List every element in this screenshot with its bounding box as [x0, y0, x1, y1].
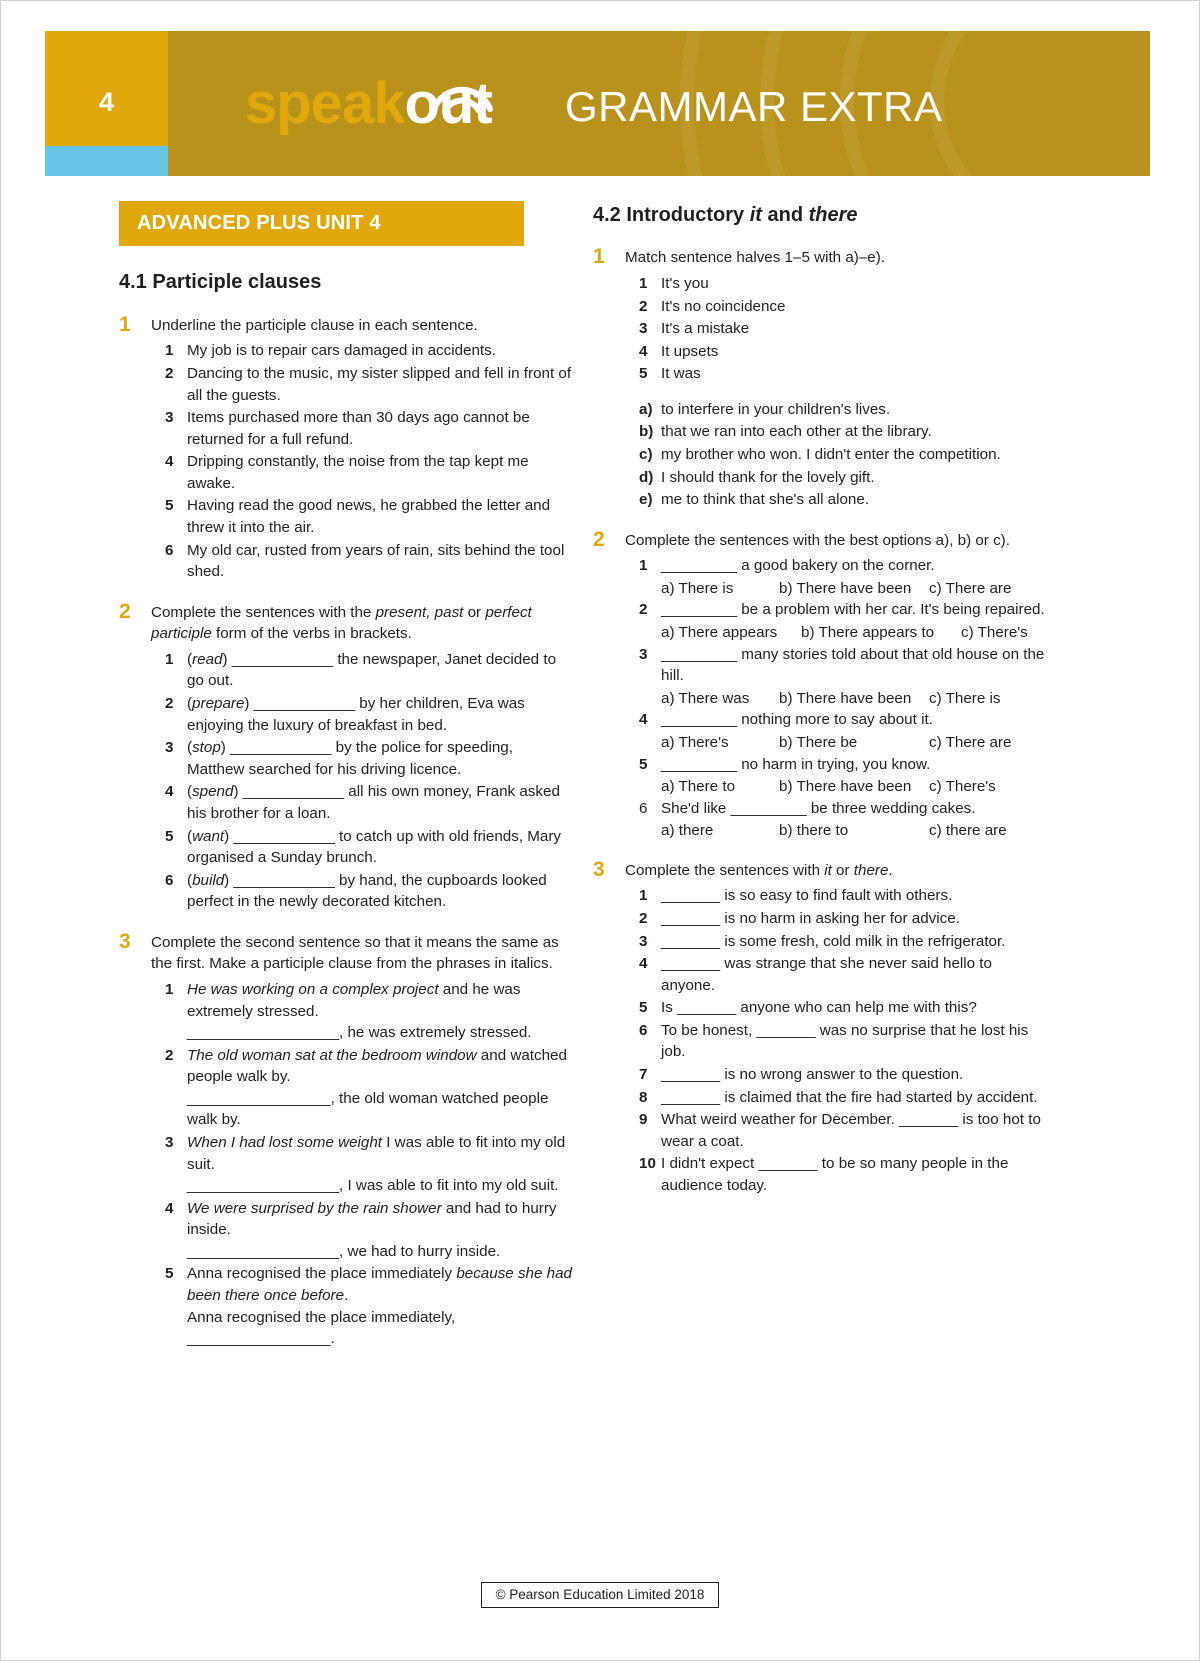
item-number: 9: [639, 1111, 648, 1129]
item-text: My old car, rusted from years of rain, sits behind the tool shed.: [187, 541, 565, 581]
item-text: (stop) ____________ by the police for speeding, Matthew searched for his driving licence.: [187, 739, 513, 778]
option-choice[interactable]: c) There's: [929, 778, 996, 796]
item-text: Items purchased more than 30 days ago cannot be returned for a full refund.: [187, 409, 530, 448]
item-text: I didn't expect _______ to be so many people in the audience today.: [661, 1155, 1009, 1194]
exercise: [119, 930, 574, 1351]
item-text: _________ nothing more to say about it.: [661, 711, 933, 729]
item-number: 4: [639, 342, 648, 360]
option-choice[interactable]: c) there are: [929, 822, 1007, 840]
option-choice[interactable]: a) There appears: [661, 624, 778, 642]
item-text: Dancing to the music, my sister slipped and fell in front of all the guests.: [187, 364, 572, 404]
item-text: Is _______ anyone who can help me with this?: [661, 999, 977, 1017]
logo-out-text: out: [404, 71, 492, 136]
exercise-item: [625, 555, 1048, 577]
exercise-item: [625, 1153, 1048, 1196]
exercise-number: 2: [119, 599, 131, 623]
logo-speak-text: speak: [245, 71, 405, 136]
exercise-body: [625, 858, 1048, 1198]
item-text: We were surprised by the rain shower and had to hurry inside. __________________, we had to hurry inside.: [187, 1199, 557, 1260]
exercise: [119, 313, 574, 584]
item-number: 1: [639, 274, 648, 292]
item-options: [625, 732, 1048, 754]
item-text: _______ is some fresh, cold milk in the refrigerator.: [661, 932, 1006, 950]
letter-label: e): [639, 491, 653, 509]
exercise-number: 1: [119, 312, 131, 336]
exercise-items: [151, 649, 574, 913]
exercise-item: [625, 1064, 1048, 1086]
option-choice[interactable]: b) There have been: [779, 689, 912, 707]
item-text: (spend) ____________ all his own money, Frank asked his brother for a loan.: [187, 783, 560, 822]
item-text: (read) ____________ the newspaper, Janet decided to go out.: [187, 650, 557, 690]
item-text: _______ was strange that she never said hello to anyone.: [661, 955, 992, 994]
exercise-item: [151, 495, 574, 538]
item-number: 7: [639, 1066, 648, 1084]
exercise-item: [151, 826, 574, 869]
letter-label: a): [639, 400, 653, 418]
option-choice[interactable]: b) There be: [779, 733, 858, 751]
item-text: _______ is so easy to find fault with others.: [661, 887, 953, 905]
item-number: 4: [639, 955, 648, 973]
lettered-item: [639, 444, 1048, 466]
exercise-item: [625, 1109, 1048, 1152]
exercise-item: [151, 737, 574, 780]
exercise-instruction: Complete the sentences with it or there.: [625, 861, 893, 879]
exercise: [593, 858, 1048, 1198]
option-choice[interactable]: b) There appears to: [801, 624, 935, 642]
item-text: It's a mistake: [661, 320, 750, 338]
letter-text: to interfere in your children's lives.: [661, 400, 891, 418]
item-number: 10: [639, 1155, 656, 1173]
option-choice[interactable]: b) There have been: [779, 778, 912, 796]
exercise-item: [625, 363, 1048, 385]
item-number: 1: [165, 342, 174, 360]
exercise-item: [151, 407, 574, 450]
item-number: 2: [165, 695, 174, 713]
item-text: _______ is no wrong answer to the question.: [661, 1066, 964, 1084]
exercise-item: [625, 644, 1048, 687]
letter-text: I should thank for the lovely gift.: [661, 468, 875, 486]
exercise-item: [625, 273, 1048, 295]
exercise-items: [625, 885, 1048, 1196]
exercise-item: [151, 363, 574, 406]
exercise-item: [625, 754, 1048, 776]
exercise-item: [151, 340, 574, 362]
right-column: [593, 201, 1048, 1214]
item-number: 6: [165, 541, 174, 559]
right-exercise-list: [593, 245, 1048, 1197]
exercise-item: [151, 649, 574, 692]
item-text: When I had lost some weight I was able to fit into my old suit. __________________, I was able to fit into my old suit.: [187, 1134, 566, 1195]
header-blue-accent: [45, 146, 168, 176]
exercise-item: [151, 693, 574, 736]
item-number: 4: [165, 1199, 174, 1217]
item-number: 2: [165, 1046, 174, 1064]
exercise-item: [625, 1020, 1048, 1063]
item-options: [625, 688, 1048, 710]
exercise-items: [151, 979, 574, 1350]
exercise: [593, 245, 1048, 511]
item-number: 5: [639, 755, 648, 773]
item-number: 2: [639, 910, 648, 927]
item-number: 6: [639, 1021, 648, 1039]
item-text: Anna recognised the place immediately because she had been there once before. Anna recognised the place immediately, _________________.: [187, 1265, 572, 1348]
item-text: To be honest, _______ was no surprise that he lost his job.: [661, 1021, 1029, 1061]
lettered-item: [639, 489, 1048, 511]
item-text: It's you: [661, 274, 709, 292]
exercise-item: [625, 318, 1048, 340]
exercise-item: [625, 997, 1048, 1019]
option-choice[interactable]: a) There to: [661, 778, 736, 796]
item-number: 1: [639, 887, 648, 905]
exercise-item: [151, 1263, 574, 1349]
exercise-instruction: Complete the sentences with the best options a), b) or c).: [625, 531, 1010, 549]
option-choice[interactable]: c) There are: [929, 579, 1012, 597]
section-heading-4-1: 4.1 Participle clauses: [119, 271, 322, 294]
item-number: 3: [639, 645, 648, 663]
item-number: 3: [639, 932, 648, 950]
unit-number-badge: 4: [45, 31, 168, 146]
option-choice[interactable]: c) There are: [929, 733, 1012, 751]
exercise-items: [151, 340, 574, 582]
exercise-instruction: Complete the second sentence so that it means the same as the first. Make a participle clause from the phrases in italics.: [151, 933, 559, 973]
option-choice[interactable]: a) There was: [661, 689, 750, 707]
item-number: 3: [165, 1134, 174, 1152]
unit-bar: ADVANCED PLUS UNIT 4: [119, 201, 524, 246]
item-text: It was: [661, 365, 701, 383]
letter-text: my brother who won. I didn't enter the competition.: [661, 446, 1001, 464]
option-choice[interactable]: a) there: [661, 822, 714, 840]
item-text: He was working on a complex project and he was extremely stressed. __________________, he was extremely stressed.: [187, 980, 532, 1042]
exercise-item: [625, 931, 1048, 953]
option-choice[interactable]: c) There's: [961, 624, 1028, 642]
item-number: 2: [639, 297, 648, 315]
exercise-item: [625, 341, 1048, 363]
item-number: 5: [639, 365, 648, 383]
item-number: 3: [165, 739, 174, 757]
exercise-number: 2: [593, 527, 605, 551]
item-number: 5: [165, 1265, 174, 1283]
exercise-items: [625, 273, 1048, 385]
item-number: 5: [165, 497, 174, 515]
item-number: 1: [165, 650, 174, 668]
exercise-number: 3: [119, 929, 131, 953]
exercise-item: [151, 781, 574, 824]
letter-label: b): [639, 423, 654, 441]
lettered-item: [639, 467, 1048, 489]
item-number: 3: [639, 320, 648, 338]
exercise-items: [625, 555, 1048, 842]
exercise-body: [151, 930, 574, 1351]
exercise: [119, 600, 574, 914]
item-number: 5: [165, 827, 174, 845]
item-text: (prepare) ____________ by her children, Eva was enjoying the luxury of breakfast in bed.: [187, 695, 525, 734]
letter-label: d): [639, 468, 654, 486]
page-header: [45, 31, 1150, 176]
page-footer: [1, 1582, 1199, 1608]
item-number: 3: [165, 409, 174, 427]
exercise-instruction: Match sentence halves 1–5 with a)–e).: [625, 249, 886, 267]
exercise-item: [625, 599, 1048, 621]
exercise-item: [625, 908, 1048, 930]
item-text: Dripping constantly, the noise from the tap kept me awake.: [187, 453, 529, 492]
letter-label: c): [639, 446, 653, 464]
item-number: 8: [639, 1088, 648, 1106]
item-text: _______ is no harm in asking her for advice.: [661, 910, 960, 927]
exercise-item: [151, 979, 574, 1044]
letter-text: me to think that she's all alone.: [661, 491, 870, 509]
item-text: Having read the good news, he grabbed the letter and threw it into the air.: [187, 497, 551, 536]
item-number: 6: [165, 871, 174, 889]
exercise-body: [151, 313, 574, 584]
item-text: It upsets: [661, 342, 719, 360]
exercise-item: [151, 451, 574, 494]
item-text: _________ a good bakery on the corner.: [661, 557, 935, 575]
section-heading-4-2: 4.2 Introductory it and there: [593, 204, 858, 226]
item-text: What weird weather for December. _______ is too hot to wear a coat.: [661, 1111, 1041, 1150]
exercise-item: [625, 798, 1048, 820]
exercise-body: [625, 245, 1048, 511]
exercise-instruction: Underline the participle clause in each sentence.: [151, 316, 478, 334]
item-options: [625, 820, 1048, 842]
item-number: 4: [639, 711, 648, 729]
left-exercise-list: [119, 313, 574, 1351]
item-options: [625, 776, 1048, 798]
item-text: She'd like _________ be three wedding cakes.: [661, 799, 976, 817]
header-banner: [45, 31, 1150, 176]
lettered-item: [639, 421, 1048, 443]
item-text: _________ be a problem with her car. It's being repaired.: [661, 601, 1045, 619]
exercise-number: 3: [593, 857, 605, 881]
item-text: _________ many stories told about that old house on the hill.: [661, 645, 1045, 685]
left-column: [119, 201, 574, 1367]
lettered-options: [625, 399, 1048, 511]
item-text: _________ no harm in trying, you know.: [661, 755, 931, 773]
option-choice[interactable]: a) There's: [661, 733, 729, 751]
item-number: 2: [165, 364, 174, 382]
lettered-item: [639, 399, 1048, 421]
item-text: (build) ____________ by hand, the cupboards looked perfect in the newly decorated kitchen.: [187, 871, 547, 911]
option-choice[interactable]: a) There is: [661, 579, 734, 597]
item-number: 1: [639, 557, 648, 575]
item-options: [625, 578, 1048, 600]
item-number: 4: [165, 453, 174, 471]
exercise-item: [151, 1132, 574, 1197]
item-number: 2: [639, 601, 648, 619]
copyright-notice: © Pearson Education Limited 2018: [481, 1582, 720, 1608]
exercise-body: [151, 600, 574, 914]
option-choice[interactable]: c) There is: [929, 689, 1001, 707]
exercise-item: [625, 709, 1048, 731]
page-title: GRAMMAR EXTRA: [565, 83, 943, 130]
exercise-item: [625, 1087, 1048, 1109]
exercise: [593, 528, 1048, 842]
exercise-item: [625, 296, 1048, 318]
exercise-item: [625, 953, 1048, 996]
exercise-item: [151, 1045, 574, 1131]
item-options: [625, 622, 1048, 644]
exercise-body: [625, 528, 1048, 842]
item-number: 4: [165, 783, 174, 801]
exercise-item: [151, 540, 574, 583]
item-text: _______ is claimed that the fire had started by accident.: [661, 1088, 1038, 1106]
item-number: 5: [639, 999, 648, 1017]
item-text: It's no coincidence: [661, 297, 786, 315]
exercise-item: [151, 870, 574, 913]
exercise-number: 1: [593, 245, 605, 269]
exercise-item: [625, 885, 1048, 907]
option-choice[interactable]: b) there to: [779, 822, 849, 840]
exercise-item: [151, 1198, 574, 1263]
item-number: 1: [165, 980, 174, 998]
item-number: 6: [639, 799, 648, 817]
item-text: The old woman sat at the bedroom window and watched people walk by. _________________, the old woman watched people walk by.: [187, 1046, 567, 1129]
exercise-instruction: Complete the sentences with the present, past or perfect participle form of the verbs in brackets.: [151, 603, 532, 643]
option-choice[interactable]: b) There have been: [779, 579, 912, 597]
wifi-arc-icon: [430, 79, 494, 113]
item-text: My job is to repair cars damaged in accidents.: [187, 342, 496, 360]
item-text: (want) ____________ to catch up with old friends, Mary organised a Sunday brunch.: [187, 827, 562, 867]
letter-text: that we ran into each other at the library.: [661, 423, 932, 441]
